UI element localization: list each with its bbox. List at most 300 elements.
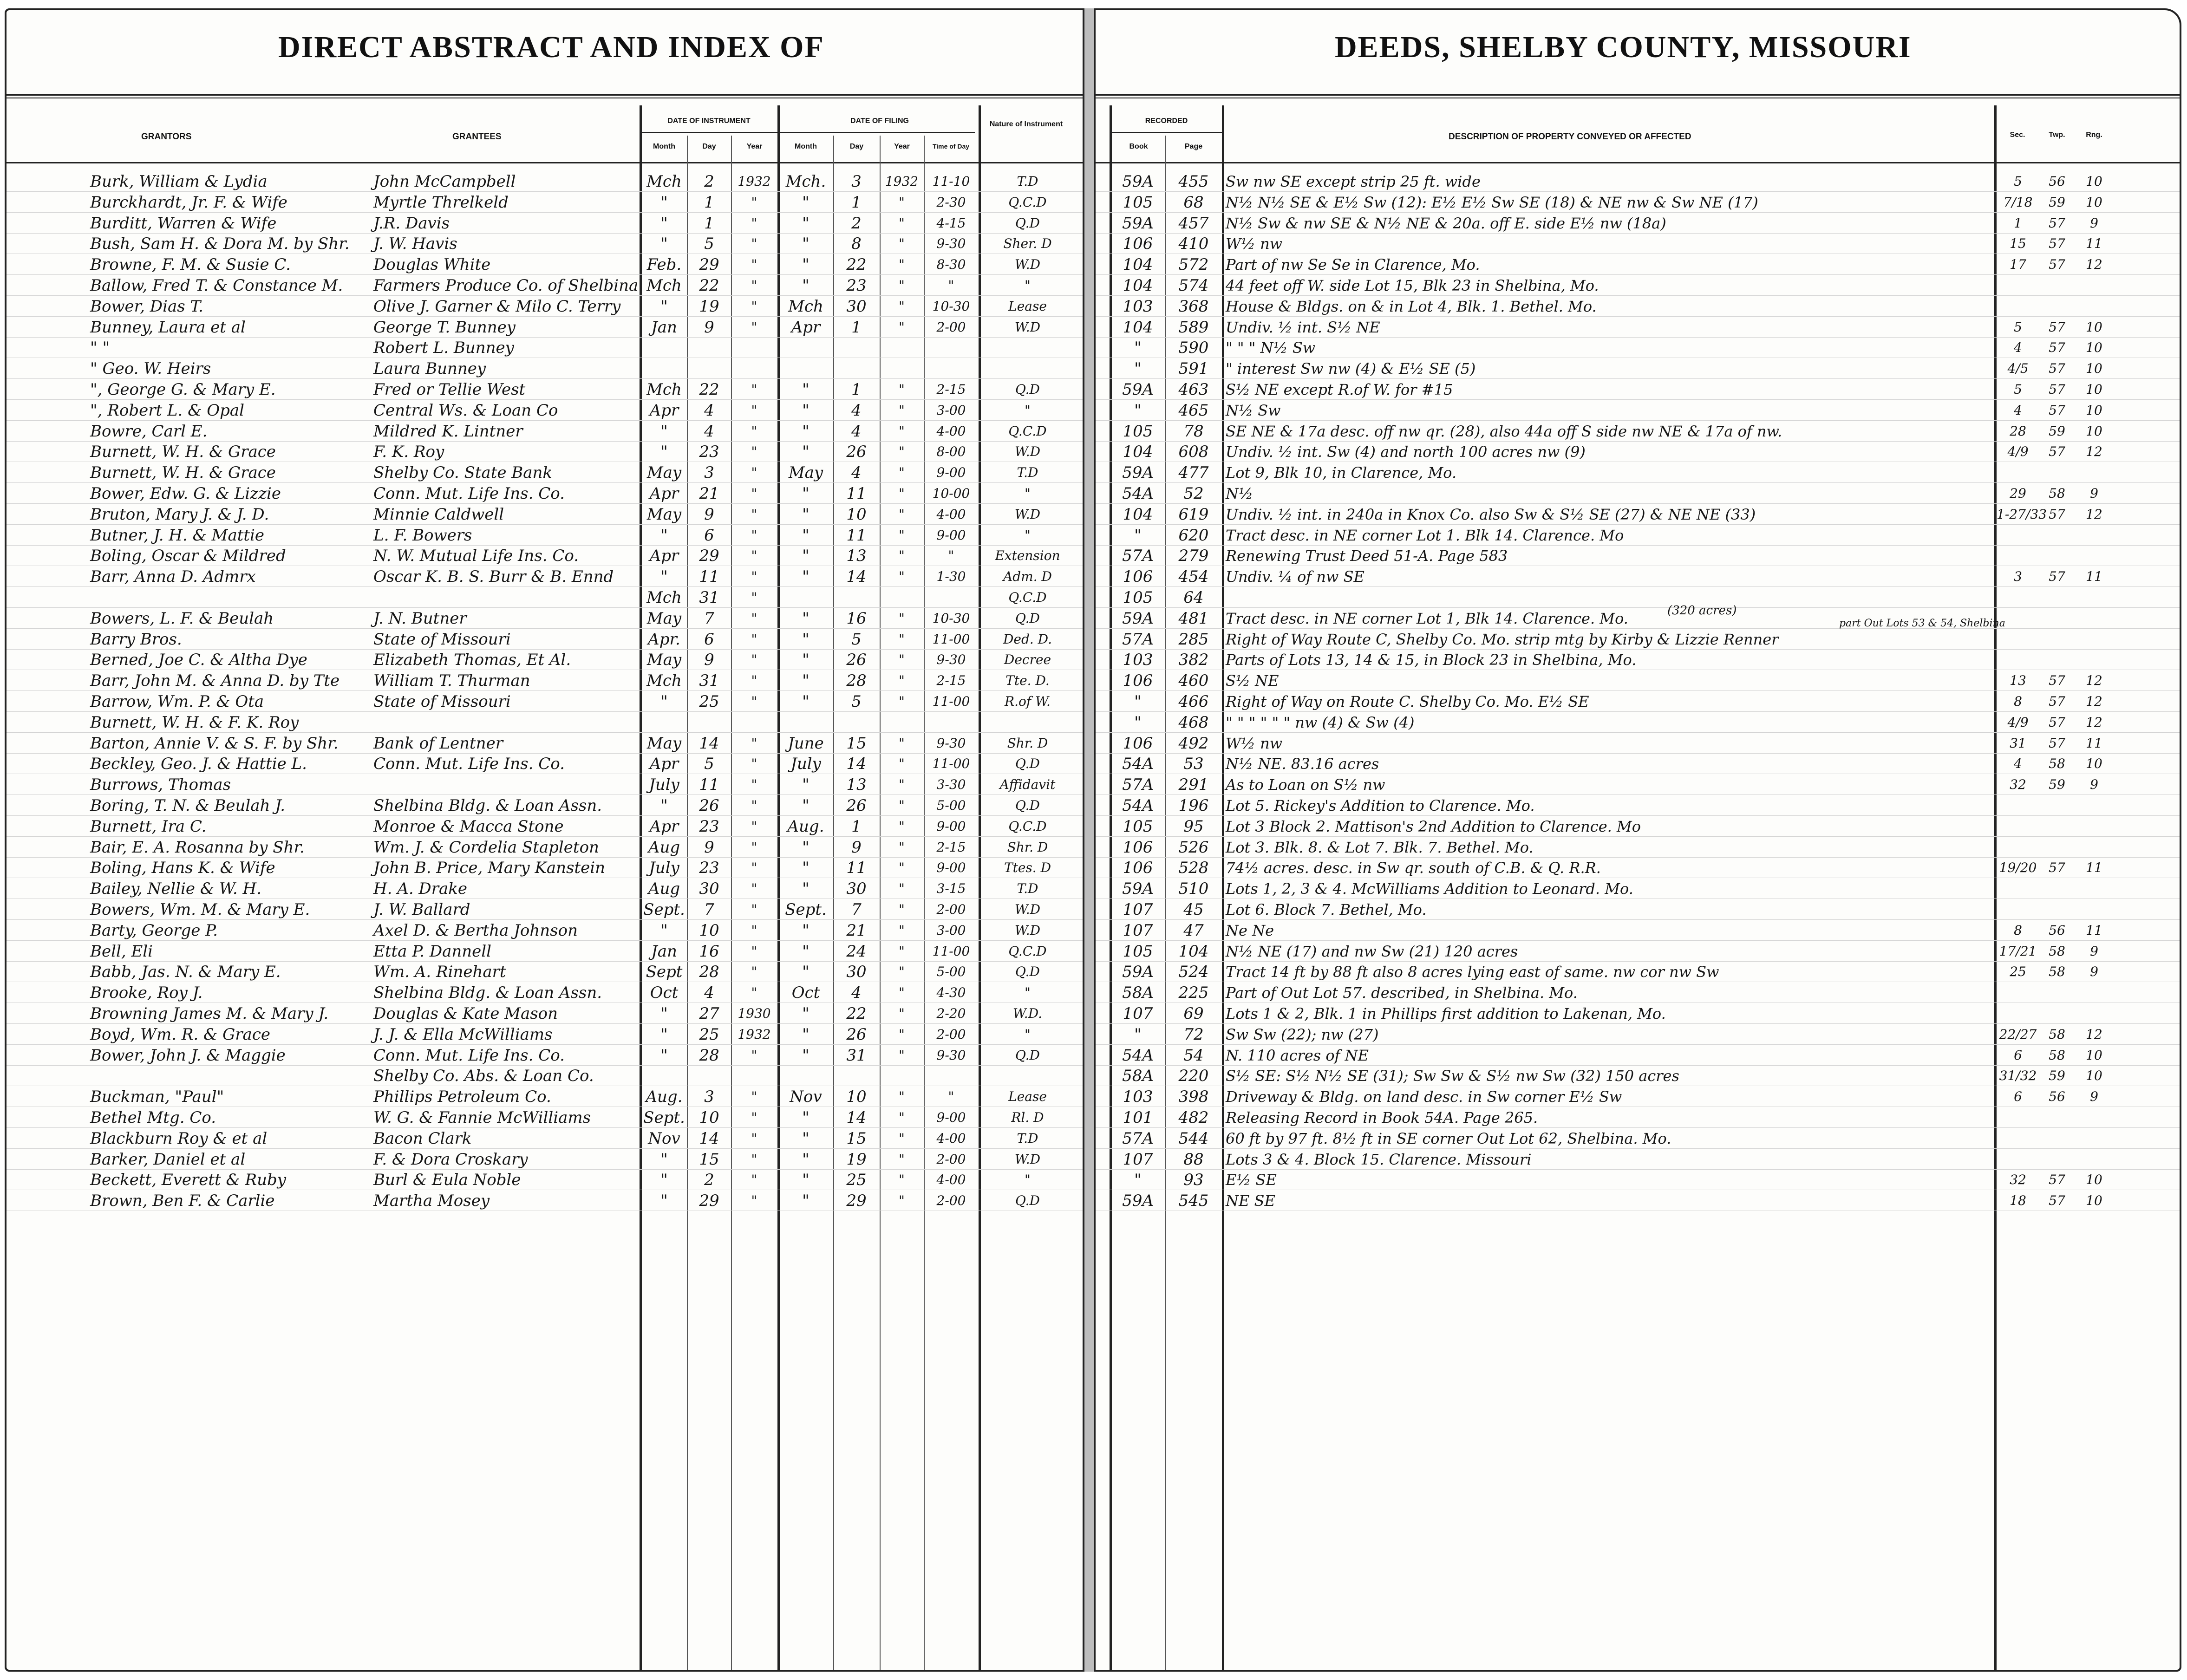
cell-f-year: " [899,673,905,689]
cell-f-year: " [899,1026,905,1042]
left-ledger-row [7,733,1083,754]
cell-f-month: July [790,755,821,774]
cell-f-year: " [899,922,905,938]
cell-grantor: Burnett, W. H. & Grace [90,443,276,462]
cell-f-month: " [802,796,810,815]
cell-twp: 56 [2049,922,2065,938]
cell-i-year: " [751,382,757,397]
cell-rng: 9 [2090,1089,2098,1105]
left-ledger-row [7,795,1083,816]
cell-f-year: " [899,465,905,481]
cell-i-month: " [660,526,668,545]
cell-rng: 10 [2086,756,2102,772]
right-ledger-row [1096,587,2180,608]
cell-f-year: " [899,215,905,231]
left-ledger-row [7,1170,1083,1190]
cell-sec: 8 [2014,922,2022,938]
cell-grantor: Boyd, Wm. R. & Grace [90,1025,270,1044]
cell-grantor: Burditt, Warren & Wife [90,214,277,233]
cell-i-year: " [751,527,757,543]
cell-nature: " [1025,1026,1031,1042]
cell-i-day: 6 [704,630,714,649]
cell-i-day: 22 [699,380,719,399]
cell-grantor: Babb, Jas. N. & Mary E. [90,963,281,982]
cell-time: " [948,278,954,293]
left-ledger-row [7,358,1083,379]
cell-i-day: 23 [699,443,719,462]
cell-i-day: 19 [699,297,719,316]
cell-i-year: " [751,423,757,439]
cell-page: 465 [1178,401,1209,420]
cell-f-month: Apr [791,318,821,337]
cell-f-month: " [802,567,810,586]
cell-sec: 31/32 [1999,1068,2037,1084]
cell-page: 619 [1178,505,1209,524]
cell-rng: 10 [2086,174,2102,189]
cell-grantee: Laura Bunney [373,359,486,378]
cell-rng: 10 [2086,340,2102,356]
cell-grantee: J. W. Ballard [373,900,470,919]
cell-grantee: J. W. Havis [373,234,457,254]
left-ledger-row [7,1087,1083,1107]
cell-desc: N½ NE (17) and nw Sw (21) 120 acres [1226,942,1518,960]
right-ledger-row [1096,358,2180,379]
cell-grantee: Shelby Co. Abs. & Loan Co. [373,1067,594,1086]
cell-i-year: 1932 [738,174,771,189]
cell-nature: " [1025,278,1031,293]
cell-i-month: " [660,921,668,940]
col-description: DESCRIPTION OF PROPERTY CONVEYED OR AFFECTED [1449,132,1691,142]
cell-nature: Tte. D. [1005,673,1050,689]
cell-i-month: Jan [651,942,677,961]
cell-desc: " " " N½ Sw [1226,339,1316,357]
cell-sec: 13 [2010,673,2026,689]
right-ledger-row [1096,920,2180,941]
cell-page: 93 [1183,1171,1204,1190]
cell-i-month: " [660,214,668,233]
cell-f-day: 16 [846,609,867,628]
cell-f-year: " [899,756,905,772]
cell-page: 589 [1178,318,1209,337]
cell-f-month: " [802,401,810,420]
cell-page: 368 [1178,297,1209,316]
cell-desc: 60 ft by 97 ft. 8½ ft in SE corner Out Lot 62, Shelbina. Mo. [1226,1129,1671,1147]
cell-f-day: 13 [846,547,867,566]
cell-rng: 12 [2086,694,2102,709]
cell-f-year: " [899,506,905,522]
cell-grantor: Burnett, W. H. & Grace [90,463,276,482]
cell-grantor: Boling, Oscar & Mildred [90,547,286,566]
col-sec: Sec. [2010,131,2025,139]
cell-nature: Extension [995,548,1060,564]
cell-book: 106 [1123,838,1153,857]
cell-f-month: " [802,1108,810,1127]
cell-time: 2-20 [936,1006,966,1021]
cell-i-year: " [751,798,757,813]
left-ledger-row [7,567,1083,587]
cell-i-day: 10 [699,921,719,940]
cell-f-month: " [802,879,810,899]
right-ledger-row [1096,400,2180,421]
cell-i-month: Feb. [646,255,682,274]
cell-i-year: " [751,548,757,564]
cell-f-year: " [899,382,905,397]
cell-rng: 9 [2090,486,2098,501]
cell-desc: E½ SE [1226,1171,1277,1189]
cell-nature: R.of W. [1005,694,1051,709]
cell-i-year: " [751,402,757,418]
cell-desc: N½ NE. 83.16 acres [1226,755,1379,773]
cell-grantee: Minnie Caldwell [373,505,504,524]
cell-book: " [1134,692,1142,711]
cell-i-day: 22 [699,276,719,295]
cell-f-month: " [802,942,810,961]
cell-book: 105 [1123,193,1153,212]
cell-f-day: 25 [846,1171,867,1190]
cell-page: 454 [1178,567,1209,586]
cell-desc: Ne Ne [1226,921,1274,939]
cell-f-day: 5 [851,692,862,711]
cell-page: 398 [1178,1087,1209,1107]
cell-time: 2-30 [936,194,966,210]
cell-page: 455 [1178,172,1209,191]
cell-i-month: " [660,692,668,711]
cell-grantor: Bower, John J. & Maggie [90,1046,286,1065]
right-ledger-row [1096,795,2180,816]
cell-i-month: " [660,1046,668,1065]
cell-grantor: Bowre, Carl E. [90,422,208,441]
cell-i-year: " [751,278,757,293]
cell-f-day: 22 [846,255,867,274]
right-page [1094,8,2181,1672]
cell-i-day: 9 [704,838,714,857]
cell-book: 106 [1123,671,1153,690]
right-ledger-row [1096,1003,2180,1024]
cell-i-month: Apr [649,484,679,503]
cell-f-day: 1 [851,193,862,212]
cell-nature: W.D [1014,257,1041,273]
cell-nature: Q.C.D [1008,590,1047,605]
cell-i-year: " [751,839,757,855]
cell-nature: Ttes. D [1004,860,1051,876]
cell-rng: 10 [2086,319,2102,335]
cell-grantor: Beckley, Geo. J. & Hattie L. [90,755,307,774]
cell-f-year: " [899,1006,905,1021]
cell-f-year: " [899,444,905,460]
cell-grantee: Shelby Co. State Bank [373,463,553,482]
cell-f-day: 26 [846,443,867,462]
cell-twp: 56 [2049,174,2065,189]
cell-f-month: " [802,1150,810,1169]
cell-desc: Parts of Lots 13, 14 & 15, in Block 23 in Shelbina, Mo. [1226,651,1637,669]
cell-time: 4-00 [936,423,966,439]
cell-i-month: Sept [646,963,683,982]
cell-f-month: " [802,484,810,503]
cell-f-year: " [899,694,905,709]
cell-page: 481 [1178,609,1209,628]
cell-time: 8-00 [936,444,966,460]
cell-i-month: " [660,1192,668,1211]
cell-nature: Affidavit [999,777,1056,793]
cell-time: 2-00 [936,902,966,917]
cell-page: 466 [1178,692,1209,711]
cell-nature: W.D. [1012,1006,1043,1021]
cell-f-month: " [802,630,810,649]
left-ledger-row [7,1107,1083,1128]
cell-book: 105 [1123,588,1153,607]
cell-sec: 15 [2010,236,2026,252]
cell-i-year: " [751,985,757,1001]
cell-i-day: 23 [699,817,719,836]
cell-nature: " [1025,402,1031,418]
left-ledger-row [7,837,1083,858]
cell-grantor: Bower, Dias T. [90,297,203,316]
cell-i-day: 4 [704,983,714,1003]
cell-grantor: Berned, Joe C. & Altha Dye [90,651,307,670]
cell-sec: 25 [2010,964,2026,980]
cell-grantor: Barr, Anna D. Admrx [90,567,256,586]
cell-twp: 57 [2049,506,2065,522]
cell-f-year: " [899,402,905,418]
cell-desc: N. 110 acres of NE [1226,1046,1369,1064]
cell-twp: 57 [2049,340,2065,356]
cell-desc: Right of Way on Route C. Shelby Co. Mo. E½ SE [1226,693,1589,710]
cell-f-month: " [802,380,810,399]
left-ledger-row [7,629,1083,650]
column-header-rule [7,162,1083,163]
cell-twp: 57 [2049,714,2065,730]
cell-nature: T.D [1017,1130,1038,1146]
cell-grantor: Buckman, "Paul" [90,1087,224,1107]
cell-time: 9-00 [936,1110,966,1125]
cell-i-year: " [751,1130,757,1146]
right-ledger-row [1096,858,2180,878]
right-ledger-row [1096,899,2180,920]
cell-f-day: 14 [846,567,867,586]
cell-i-month: Mch [646,588,682,607]
cell-page: 95 [1183,817,1204,836]
cell-desc: Part of nw Se Se in Clarence, Mo. [1226,256,1480,274]
cell-i-year: " [751,610,757,626]
left-ledger-row [7,608,1083,629]
cell-sec: 17 [2010,257,2026,273]
cell-f-month: " [802,692,810,711]
cell-f-year: " [899,1089,905,1105]
cell-page: 69 [1183,1004,1204,1023]
cell-f-month: " [802,214,810,233]
left-ledger-row [7,775,1083,795]
cell-grantee: Olive J. Garner & Milo C. Terry [373,297,621,316]
cell-nature: Q.D [1015,215,1040,231]
right-ledger-row [1096,234,2180,254]
outlot-annotation: part Out Lots 53 & 54, Shelbina [1839,618,2005,629]
cell-f-day: 11 [846,526,867,545]
cell-f-year: " [899,1193,905,1209]
cell-f-year: 1932 [885,174,919,189]
cell-i-day: 28 [699,963,719,982]
cell-book: " [1134,339,1142,358]
left-ledger-row [7,504,1083,525]
cell-rng: 12 [2086,1026,2102,1042]
column-header-rule [1096,162,2180,163]
cell-book: 59A [1122,963,1154,982]
cell-f-day: 15 [846,734,867,753]
right-ledger-row [1096,504,2180,525]
left-ledger-row [7,379,1083,400]
cell-rng: 10 [2086,194,2102,210]
cell-grantor: Bowers, Wm. M. & Mary E. [90,900,310,919]
cell-i-day: 5 [704,234,714,254]
cell-grantor: Burrows, Thomas [90,775,231,794]
cell-nature: " [1025,1172,1031,1188]
cell-time: 10-30 [932,610,970,626]
cell-twp: 57 [2049,1193,2065,1209]
cell-book: 104 [1123,255,1153,274]
cell-time: 3-00 [936,402,966,418]
cell-grantee: Wm. J. & Cordelia Stapleton [373,838,599,857]
cell-book: 105 [1123,817,1153,836]
cell-desc: Lots 1, 2, 3 & 4. McWilliams Addition to Leonard. Mo. [1226,880,1633,898]
cell-book: 104 [1123,505,1153,524]
col-nature-of-instrument: Nature of Instrument [989,120,1063,128]
cell-i-year: " [751,631,757,647]
cell-i-day: 28 [699,1046,719,1065]
right-ledger-row [1096,546,2180,566]
cell-f-year: " [899,1172,905,1188]
cell-rng: 10 [2086,423,2102,439]
cell-f-day: 29 [846,1192,867,1211]
cell-desc: Lot 5. Rickey's Addition to Clarence. Mo. [1226,797,1535,814]
cell-twp: 57 [2049,444,2065,460]
cell-f-month: " [802,609,810,628]
cell-time: 2-00 [936,1193,966,1209]
cell-desc: S½ NE except R.of W. for #15 [1226,381,1453,398]
cell-desc: NE SE [1226,1192,1275,1210]
cell-book: 107 [1123,1150,1153,1169]
left-ledger-row [7,275,1083,296]
cell-desc: Sw Sw (22); nw (27) [1226,1025,1379,1043]
cell-f-year: " [899,486,905,501]
cell-time: 9-00 [936,860,966,876]
cell-twp: 59 [2049,423,2065,439]
cell-f-year: " [899,548,905,564]
right-ledger-row [1096,567,2180,587]
cell-f-day: 7 [851,900,862,919]
cell-f-year: " [899,1110,905,1125]
cell-page: 526 [1178,838,1209,857]
cell-book: " [1134,359,1142,378]
left-ledger-row [7,1024,1083,1045]
cell-f-day: 15 [846,1129,867,1148]
cell-grantor: Barton, Annie V. & S. F. by Shr. [90,734,339,753]
right-ledger-row [1096,754,2180,774]
cell-grantor: Ballow, Fred T. & Constance M. [90,276,343,295]
cell-f-year: " [899,839,905,855]
cell-f-day: 5 [851,630,862,649]
cell-i-year: 1932 [738,1026,771,1042]
right-ledger-row [1096,775,2180,795]
cell-page: 477 [1178,463,1209,482]
cell-i-month: Nov [648,1129,680,1148]
cell-book: 103 [1123,297,1153,316]
cell-grantor: Brooke, Roy J. [90,983,203,1003]
left-ledger-row [7,483,1083,504]
cell-grantee: Monroe & Macca Stone [373,817,564,836]
right-ledger-row [1096,1149,2180,1170]
cell-desc: Lots 1 & 2, Blk. 1 in Phillips first addition to Lakenan, Mo. [1226,1005,1666,1022]
cell-grantor: ", Robert L. & Opal [90,401,244,420]
cell-grantor: Burk, William & Lydia [90,172,268,191]
cell-f-year: " [899,985,905,1001]
cell-nature: Lease [1008,1089,1047,1105]
left-ledger-row [7,317,1083,338]
cell-grantee: George T. Bunney [373,318,516,337]
cell-desc: Undiv. ½ int. in 240a in Knox Co. also Sw & S½ SE (27) & NE NE (33) [1226,505,1756,523]
left-ledger-row [7,338,1083,358]
cell-page: 528 [1178,859,1209,878]
right-ledger-row [1096,442,2180,462]
cell-f-month: " [802,443,810,462]
cell-book: 58A [1122,983,1154,1003]
cell-i-day: 16 [699,942,719,961]
cell-f-month: " [802,547,810,566]
cell-i-day: 1 [704,193,714,212]
cell-f-year: " [899,631,905,647]
col-time-of-day: Time of Day [932,143,970,150]
cell-i-year: " [751,236,757,252]
right-ledger-row [1096,462,2180,483]
cell-grantor: Boring, T. N. & Beulah J. [90,796,286,815]
cell-i-day: 14 [699,734,719,753]
cell-f-day: 19 [846,1150,867,1169]
cell-f-month: " [802,838,810,857]
cell-i-month: " [660,1025,668,1044]
cell-f-day: 9 [851,838,862,857]
right-ledger-row [1096,733,2180,754]
cell-grantor: Bower, Edw. G. & Lizzie [90,484,281,503]
cell-i-day: 31 [699,671,719,690]
cell-f-year: " [899,278,905,293]
left-ledger-row [7,962,1083,982]
cell-twp: 58 [2049,964,2065,980]
cell-grantee: Farmers Produce Co. of Shelbina [373,276,639,295]
cell-f-month: " [802,1129,810,1148]
cell-desc: Lot 3 Block 2. Mattison's 2nd Addition to Clarence. Mo [1226,817,1641,835]
cell-nature: Q.C.D [1008,194,1047,210]
cell-nature: Decree [1004,652,1051,668]
cell-rng: 10 [2086,1047,2102,1063]
cell-book: 57A [1122,1129,1154,1148]
cell-i-year: " [751,943,757,959]
cell-f-day: 31 [846,1046,867,1065]
cell-i-month: " [660,193,668,212]
col-twp: Twp. [2049,131,2065,139]
left-ledger-row [7,462,1083,483]
cell-grantee: Oscar K. B. S. Burr & B. Ennd [373,567,614,586]
cell-f-year: " [899,652,905,668]
recorded-subheader-rule [1110,132,1222,133]
cell-i-month: Apr [649,817,679,836]
cell-book: 106 [1123,734,1153,753]
right-ledger-row [1096,671,2180,691]
cell-book: 57A [1122,630,1154,649]
cell-grantee: John B. Price, Mary Kanstein [373,859,606,878]
left-ledger-row [7,400,1083,421]
left-ledger-row [7,1066,1083,1086]
cell-rng: 11 [2086,569,2102,585]
cell-twp: 57 [2049,673,2065,689]
cell-page: 72 [1183,1025,1204,1044]
